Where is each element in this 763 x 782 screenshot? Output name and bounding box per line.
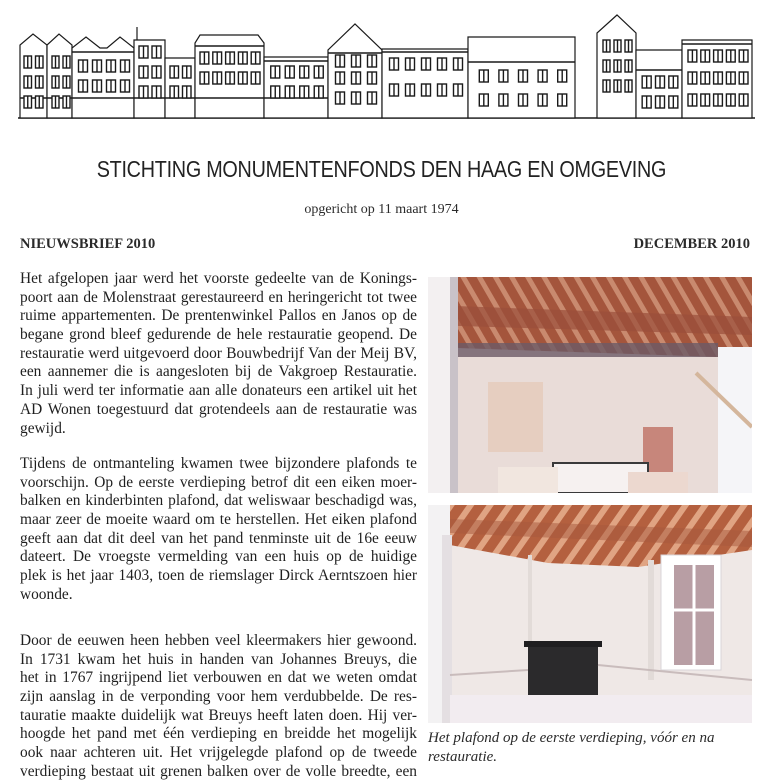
text-line: geeft aan dat dit deel van het pand tenminste uit de 16e eeuw	[20, 529, 417, 547]
text-line: gewijd.	[20, 419, 66, 437]
text-line: ruime appartementen. De prentenwinkel Pallos en Janos op de	[20, 307, 417, 325]
text-line: poort aan de Molenstraat gerestaureerd en heringericht tot twee	[20, 288, 417, 306]
text-line: dateert. De vroegste vermelding van een huis op de huidige	[20, 548, 417, 566]
text-line: voorschijn. Op de eerste verdieping betrof dit een eiken moer-	[20, 473, 417, 491]
founded-date: opgericht op 11 maart 1974	[304, 202, 459, 217]
text-line: verdieping bestaat uit grenen balken over de volle breedte, een	[20, 762, 417, 780]
text-line: balken en kinderbinten plafond, dat weliswaar beschadigd was,	[20, 492, 417, 510]
house-3	[72, 37, 134, 118]
text-line: een aannemer die is aangesloten bij de Vakgroep Restauratie.	[20, 363, 417, 381]
text-line: In juli werd ter informatie aan alle donateurs een artikel uit het	[20, 382, 417, 400]
caption-line-2: restauratie.	[428, 748, 498, 765]
text-line: AD Wonen toegestuurd dat grotendeels aan de restauratie was	[20, 400, 417, 418]
text-line: woonde.	[20, 585, 73, 603]
page-title: STICHTING MONUMENTENFONDS DEN HAAG EN OMGEVING	[96, 156, 667, 182]
caption-line-1: Het plafond op de eerste verdieping, vóór en na	[428, 730, 715, 746]
article-paragraph-3	[20, 632, 417, 782]
text-line: zijn aanslag in de verponding voor hem verdubbelde. De res-	[20, 688, 417, 706]
text-line: hoogde het pand met één verdieping en breidde het mogelijk	[20, 725, 417, 743]
text-line: begane grond bleef gedurende de hele restauratie geopend. De	[20, 326, 417, 344]
text-line: Door de eeuwen heen hebben veel kleermakers hier gewoond.	[20, 632, 417, 649]
article-paragraph-2	[20, 455, 417, 605]
text-line: ook naar achteren uit. Het vrijgelegde plafond op de tweede	[20, 744, 417, 762]
newsletter-label: NIEUWSBRIEF 2010	[20, 236, 156, 252]
streetscape-banner	[0, 0, 763, 125]
photo-ceiling-after	[428, 505, 752, 723]
text-line: plek is het jaar 1403, toen de riemslager Dirck Aerntszoen hier	[20, 567, 417, 585]
photo-ceiling-before	[428, 277, 752, 493]
issue-date: DECEMBER 2010	[633, 236, 750, 252]
photo-caption	[428, 729, 758, 766]
text-line: het in 1767 ingrijpend liet verbouwen en dat we weten omdat	[20, 669, 417, 687]
text-line: tauratie maakte duidelijk wat Breuys heeft laten doen. Hij ver-	[20, 706, 417, 724]
text-line: In 1731 kwam het huis in handen van Johannes Breuys, die	[20, 650, 417, 668]
text-line: Tijdens de ontmanteling kwamen twee bijzondere plafonds te	[20, 455, 417, 472]
text-line: restauratie werd uitgevoerd door Bouwbedrijf Van der Meij BV,	[20, 344, 417, 362]
text-line: maar zeer de moeite waard om te herstellen. Het eiken plafond	[20, 511, 417, 529]
text-line: Het afgelopen jaar werd het voorste gedeelte van de Konings-	[20, 270, 417, 287]
article-paragraph-1	[20, 270, 417, 438]
